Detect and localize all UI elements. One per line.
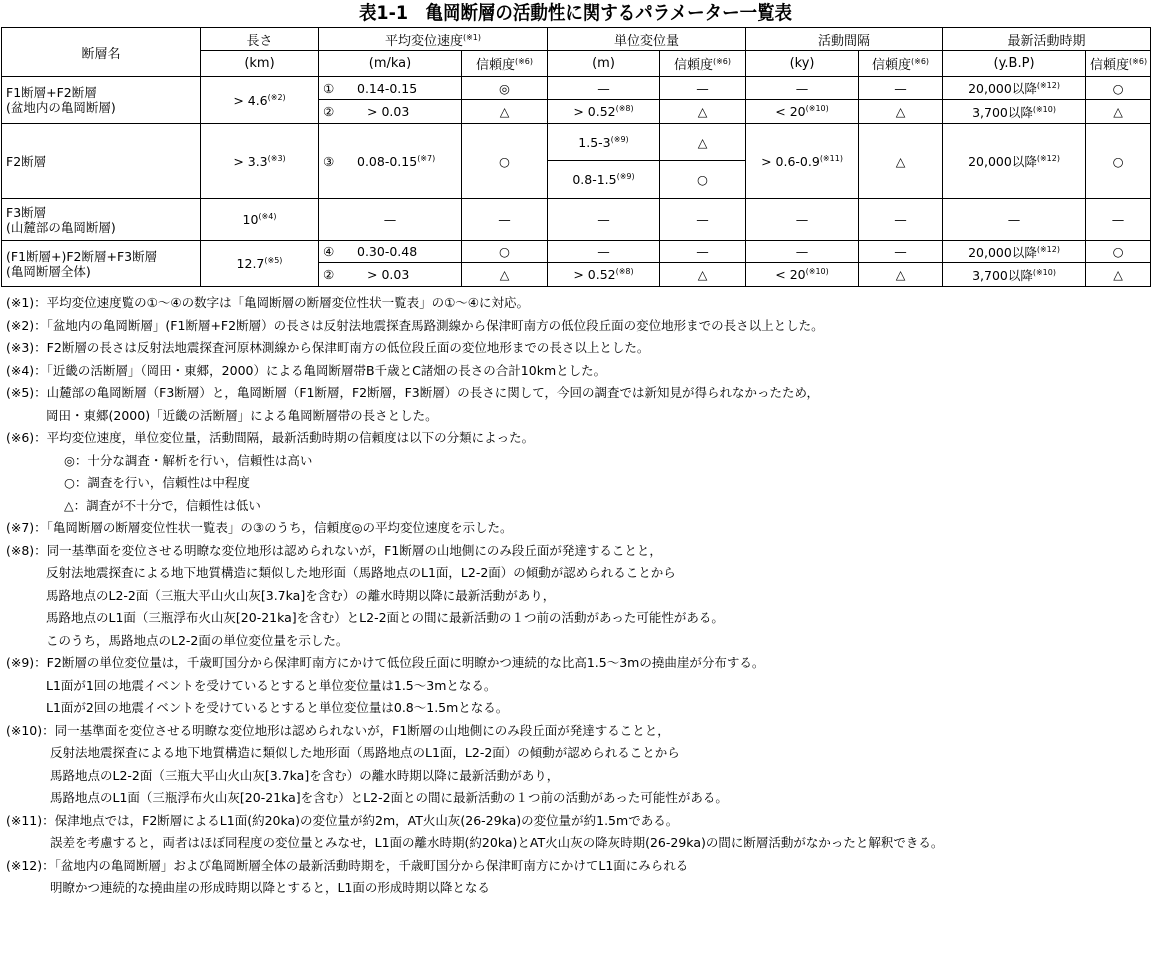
table-row [2,124,1151,161]
footnote: (※11)：保津地点では，F2断層によるL1面(約20ka)の変位量が約2m，AT火山灰(26-29ka)の変位量が約1.5mである。 [6,812,679,828]
unit-disp-cell: — [548,241,660,263]
footnote: (※4)：「近畿の活断層」（岡田・東郷，2000）による亀岡断層帯B千歳とC諸畑の長さの合計10kmとした。 [6,362,607,378]
footnote: 誤差を考慮すると，両者はほぼ同程度の変位量とみなせ，L1面の離水時期(約20ka)とAT火山灰の降灰時期(26-29ka)の間に断層活動がなかったと解釈できる。 [50,835,944,850]
header-reliability: 信頼度$^{(※6)}$ [660,51,746,77]
footnote: L1面が2回の地震イベントを受けているとすると単位変位量は0.8～1.5mとなる。 [46,700,509,715]
reliability-cell: △ [859,100,943,124]
reliability-cell: — [462,199,548,241]
reliability-cell: ○ [462,124,548,199]
reliability-cell: △ [1086,100,1151,124]
reliability-cell: △ [462,100,548,124]
reliability-cell: — [660,241,746,263]
footnote: L1面が1回の地震イベントを受けているとすると単位変位量は1.5～3mとなる。 [46,677,497,693]
header-reliability: 信頼度$^{(※6)}$ [1086,51,1151,77]
footnote: (※5)：山麓部の亀岡断層（F3断層）と，亀岡断層（F1断層，F2断層，F3断層）の長さに関して，今回の調査では新知見が得られなかったため， [6,385,820,400]
reliability-cell: ○ [1086,77,1151,100]
unit-disp-cell: > $0.52^{(※8)}$ [548,263,660,287]
avg-rate-cell: ② > 0.03 [319,100,462,124]
latest-cell: — [943,199,1086,241]
header-avg-rate: 平均変位速度$^{(※1)}$ [319,28,548,51]
interval-cell: — [746,241,859,263]
unit-disp-cell: — [548,199,660,241]
header-fault-name: 断層名 [2,28,201,77]
avg-rate-cell: ④ 0.30-0.48 [319,241,462,263]
footnote: (※9)：F2断層の単位変位量は，千歳町国分から保津町南方にかけて低位段丘面に明瞭かつ連続的な比高1.5～3mの撓曲崖が分布する。 [6,655,765,670]
interval-cell: > $0.6-0.9^{(※11)}$ [746,124,859,199]
latest-cell: 20,000以降$^{(※12)}$ [943,124,1086,199]
table-row [2,241,1151,263]
footnote: △：調査が不十分で，信頼性は低い [64,497,261,513]
header-unit-disp-unit: (m) [548,51,660,77]
unit-disp-cell: $0.8-1.5^{(※9)}$ [548,161,660,199]
length-cell: > $3.3^{(※3)}$ [201,124,319,199]
reliability-cell: △ [660,124,746,161]
reliability-cell: △ [1086,263,1151,287]
interval-cell: — [746,199,859,241]
table-title: 表1-1 亀岡断層の活動性に関するパラメーター一覧表 [358,2,793,24]
reliability-cell: — [859,199,943,241]
reliability-cell: ○ [660,161,746,199]
header-length: 長さ [201,28,319,51]
footnote: 反射法地震探査による地下地質構造に類似した地形面（馬路地点のL1面，L2-2面）の傾動が認められることから [50,745,680,760]
footnote: (※6)：平均変位速度，単位変位量，活動間隔，最新活動時期の信頼度は以下の分類によった。 [6,430,535,445]
fault-name-cell: F2断層 [2,124,201,199]
header-avg-rate-unit: (m/ka) [319,51,462,77]
header-reliability: 信頼度$^{(※6)}$ [462,51,548,77]
footnote: 明瞭かつ連続的な撓曲崖の形成時期以降とすると，L1面の形成時期以降となる [50,880,490,895]
avg-rate-cell: ③ $0.08-0.15^{(※7)}$ [319,124,462,199]
footnote: 馬路地点のL1面（三瓶浮布火山灰[20-21ka]を含む）とL2-2面との間に最新活動の１つ前の活動があった可能性がある。 [46,610,724,625]
avg-rate-cell: — [319,199,462,241]
reliability-cell: ○ [1086,124,1151,199]
header-row-1 [2,28,1151,51]
reliability-cell: ○ [462,241,548,263]
reliability-cell: △ [859,263,943,287]
reliability-cell: △ [859,124,943,199]
footnote: ○：調査を行い，信頼性は中程度 [64,475,250,490]
reliability-cell: — [859,241,943,263]
reliability-cell: — [859,77,943,100]
reliability-cell: ○ [1086,241,1151,263]
header-interval-unit: (ky) [746,51,859,77]
footnote: 馬路地点のL2-2面（三瓶大平山火山灰[3.7ka]を含む）の離水時期以降に最新活動があり， [46,587,556,603]
reliability-cell: △ [660,100,746,124]
interval-cell: — [746,77,859,100]
footnote: (※7)：「亀岡断層の断層変位性状一覧表」の③のうち，信頼度◎の平均変位速度を示した。 [6,520,513,535]
fault-name-cell: F3断層 (山麓部の亀岡断層) [2,199,201,241]
reliability-cell: △ [660,263,746,287]
unit-disp-cell: $1.5-3^{(※9)}$ [548,124,660,161]
footnote: (※12)：「盆地内の亀岡断層」および亀岡断層全体の最新活動時期を，千歳町国分から保津町南方にかけてL1面にみられる [6,857,689,873]
header-latest: 最新活動時期 [943,28,1151,51]
fault-name-cell: (F1断層+)F2断層+F3断層 (亀岡断層全体) [2,241,201,287]
footnote: (※2)：「盆地内の亀岡断層」(F1断層+F2断層）の長さは反射法地震探査馬路測線から保津町南方の低位段丘面の変位地形までの長さ以上とした。 [6,317,824,333]
header-unit-disp: 単位変位量 [548,28,746,51]
latest-cell: 3,700以降$^{(※10)}$ [943,100,1086,124]
unit-disp-cell: > $0.52^{(※8)}$ [548,100,660,124]
reliability-cell: — [660,77,746,100]
latest-cell: 20,000以降$^{(※12)}$ [943,241,1086,263]
fault-name-cell: F1断層+F2断層 (盆地内の亀岡断層) [2,77,201,124]
table-row [2,77,1151,100]
footnote: ◎：十分な調査・解析を行い，信頼性は高い [64,452,313,468]
footnote: 反射法地震探査による地下地質構造に類似した地形面（馬路地点のL1面，L2-2面）の傾動が認められることから [46,565,676,580]
avg-rate-cell: ① 0.14-0.15 [319,77,462,100]
header-latest-unit: (y.B.P) [943,51,1086,77]
footnote: (※3)：F2断層の長さは反射法地震探査河原林測線から保津町南方の低位段丘面の変位地形までの長さ以上とした。 [6,340,650,355]
footnote: このうち，馬路地点のL2-2面の単位変位量を示した。 [46,632,349,648]
length-cell: $12.7^{(※5)}$ [201,241,319,287]
footnotes [6,292,1146,900]
footnote: 馬路地点のL1面（三瓶浮布火山灰[20-21ka]を含む）とL2-2面との間に最新活動の１つ前の活動があった可能性がある。 [50,790,728,805]
footnote: 岡田・東郷(2000)「近畿の活断層」による亀岡断層帯の長さとした。 [46,407,438,423]
avg-rate-cell: ② > 0.03 [319,263,462,287]
footnote: (※10)：同一基準面を変位させる明瞭な変位地形は認められないが，F1断層の山地側にのみ段丘面が発達することと， [6,722,670,738]
header-reliability: 信頼度$^{(※6)}$ [859,51,943,77]
latest-cell: 20,000以降$^{(※12)}$ [943,77,1086,100]
reliability-cell: — [660,199,746,241]
reliability-cell: △ [462,263,548,287]
reliability-cell: — [1086,199,1151,241]
footnote: (※1)：平均変位速度覧の①～④の数字は「亀岡断層の断層変位性状一覧表」の①～④に対応。 [6,295,530,310]
parameter-table [1,27,1151,287]
latest-cell: 3,700以降$^{(※10)}$ [943,263,1086,287]
table-row [2,199,1151,241]
reliability-cell: ◎ [462,77,548,100]
header-length-unit: (km) [201,51,319,77]
interval-cell: < $20^{(※10)}$ [746,263,859,287]
footnote: (※8)：同一基準面を変位させる明瞭な変位地形は認められないが，F1断層の山地側にのみ段丘面が発達することと， [6,542,662,558]
unit-disp-cell: — [548,77,660,100]
header-interval: 活動間隔 [746,28,943,51]
length-cell: > $4.6^{(※2)}$ [201,77,319,124]
interval-cell: < $20^{(※10)}$ [746,100,859,124]
length-cell: $10^{(※4)}$ [201,199,319,241]
footnote: 馬路地点のL2-2面（三瓶大平山火山灰[3.7ka]を含む）の離水時期以降に最新活動があり， [50,767,560,783]
